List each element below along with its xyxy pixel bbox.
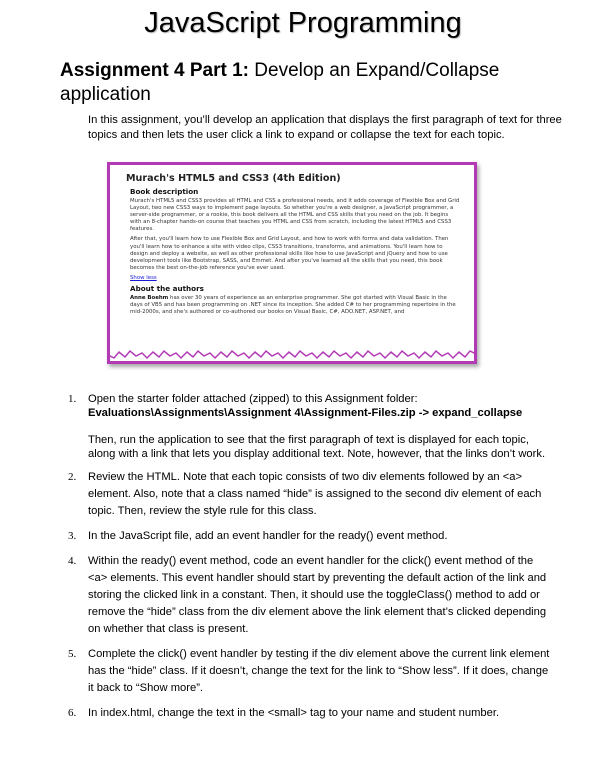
step-number: 6. (68, 707, 77, 719)
figure-book-title: Murach's HTML5 and CSS3 (4th Edition) (126, 173, 341, 184)
step-5 (60, 646, 550, 697)
step-1-folder-path: Evaluations\Assignments\Assignment 4\Assignment-Files.zip -> expand_collapse (88, 407, 523, 419)
step-3 (60, 528, 550, 545)
step-1-text-2: Then, run the application to see that the first paragraph of text is displayed for each topic, along with a link that lets you display additional text. Note, however, that the links don’t work. (88, 434, 546, 460)
assignment-heading-text: Develop an Expand/Collapse application (60, 60, 500, 105)
step-1-text: Open the starter folder attached (zipped) to this Assignment folder: (88, 393, 418, 405)
intro-paragraph: In this assignment, you’ll develop an application that displays the first paragraph of text for three topics and then lets the user click a link to expand or collapse the text for each topic. (88, 114, 562, 141)
step-4 (60, 553, 550, 638)
step-5-text: Complete the click() event handler by testing if the div element above the current link element has the “hide” class. If it doesn’t, change the text for the link to “Show less”. If it does, change it back to “Show more”. (88, 648, 550, 694)
step-2-text: Review the HTML. Note that each topic consists of two div elements followed by an <a> element. Also, note that a class named “hide” is assigned to the second div element of each topic. Then, review the style rule for this class. (88, 471, 542, 517)
torn-edge-decoration (108, 349, 477, 363)
step-2 (60, 469, 550, 520)
assignment-heading (60, 59, 580, 107)
step-3-text: In the JavaScript file, add an event handler for the ready() event method. (88, 530, 448, 542)
step-6-text: In index.html, change the text in the <small> tag to your name and student number. (88, 707, 500, 719)
assignment-heading-label: Assignment 4 Part 1: (60, 60, 249, 81)
step-number: 3. (68, 530, 77, 542)
step-number: 5. (68, 648, 77, 660)
figure-author-paragraph (130, 295, 460, 316)
step-number: 1. (68, 393, 77, 405)
figure-author-name: Anne Boehm (130, 294, 169, 301)
app-screenshot-figure (107, 162, 477, 364)
figure-description-paragraph-2: After that, you'll learn how to use Flexible Box and Grid Layout, and how to work with forms and data validation. Then you'll learn how to enhance a site with video clips, CSS3 transitions, transforms, and animations. You'll learn how to design and deploy a website, as well as other professional skills like how to use JavaScript and jQuery and how to use development tools like Bootstrap, SASS, and Emmet. And after you've learned all the skills that you need, this book becomes the best on-the-job reference you've ever used. (130, 236, 449, 271)
step-4-text: Within the ready() event method, code an event handler for the click() event method of the <a> elements. This event handler should start by preventing the default action of the link and storing the clicked link in a constant. Then, it should use the toggleClass() method to add or remove the “hide” class from the div element above the link element that’s clicked depending on whether that class is present. (88, 555, 547, 635)
step-6 (60, 705, 550, 722)
step-number: 4. (68, 555, 77, 567)
step-1 (60, 392, 550, 461)
figure-author-text: has over 30 years of experience as an enterprise programmer. She got started with Visual Basic in the days of VB5 and has been programming on .NET since its inception. She added C# to her programming repertoire in the mid-2000s, and she's authored or co-authored our books on Visual Basic, C#, ADO.NET, ASP.NET, and (130, 294, 456, 316)
document-title: JavaScript Programming (144, 7, 462, 39)
step-number: 2. (68, 471, 77, 483)
figure-authors-heading: About the authors (130, 283, 204, 293)
figure-show-less-link[interactable]: Show less (130, 274, 157, 281)
figure-description-paragraph-1: Murach's HTML5 and CSS3 provides all HTML and CSS a professional needs, and it adds coverage of Flexible Box and Grid Layout, two new CSS3 ways to implement page layouts. So whether you're a web designer, a JavaScript programmer, a server-side programmer, or a rookie, this book delivers all the HTML and CSS skills that you need on the job. It begins with an 8-chapter hands-on course that teaches you HTML and CSS from scratch, including the latest HTML5 and CSS3 features. (130, 198, 460, 233)
instruction-steps (60, 392, 550, 722)
figure-description-heading: Book description (130, 187, 199, 196)
